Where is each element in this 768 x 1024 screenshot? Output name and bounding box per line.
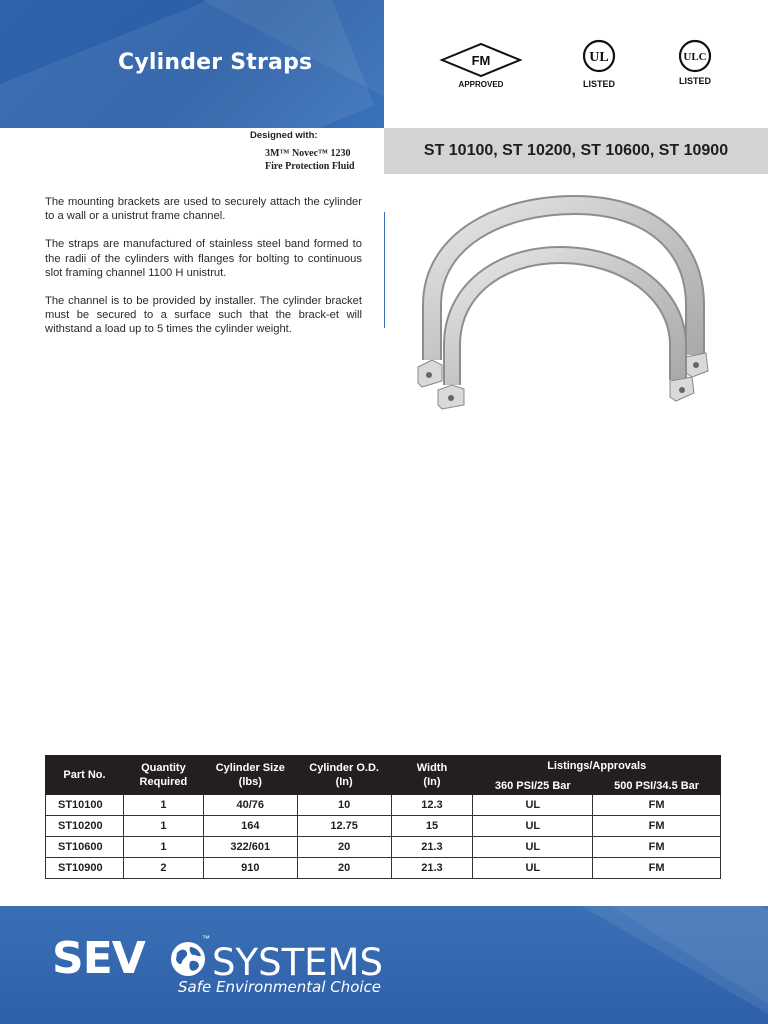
designed-with-agent: 3M™ Novec™ 1230 — [265, 148, 351, 159]
header-quantity — [123, 756, 203, 795]
footer-band — [0, 906, 768, 1024]
brand-trademark: ™ — [202, 934, 210, 943]
cell-quantity: 1 — [123, 837, 203, 858]
cell-cylinder-od: 12.75 — [297, 816, 391, 837]
cell-part-no: ST10200 — [46, 816, 124, 837]
header-quantity-line2: Required — [139, 776, 188, 788]
cell-width: 15 — [391, 816, 473, 837]
header-quantity-line1: Quantity — [141, 762, 186, 774]
cell-cylinder-od: 20 — [297, 858, 391, 879]
ul-listed-logo — [577, 38, 621, 90]
description-paragraph: The mounting brackets are used to securely attach the cylinder to a wall or a unistrut frame channel. — [45, 196, 362, 223]
cell-cylinder-od: 20 — [297, 837, 391, 858]
header-width-line1: Width — [416, 762, 448, 774]
header-cylinder-od — [297, 756, 391, 795]
ulc-logo-sub: LISTED — [678, 76, 712, 86]
table-row — [46, 816, 721, 837]
cell-width: 12.3 — [391, 795, 473, 816]
description — [45, 195, 362, 351]
cell-500-psi: FM — [593, 858, 721, 879]
header-part-no: Part No. — [46, 756, 124, 795]
header-cylinder-size-line2: (lbs) — [238, 776, 262, 788]
header-cylinder-od-line2: (In) — [335, 776, 353, 788]
part-numbers-text: ST 10100, ST 10200, ST 10600, ST 10900 — [423, 142, 729, 159]
sevo-systems-logo — [52, 934, 392, 1004]
globe-icon — [168, 939, 208, 979]
cell-500-psi: FM — [593, 795, 721, 816]
designed-with-fluid: Fire Protection Fluid — [265, 161, 355, 172]
cell-part-no: ST10600 — [46, 837, 124, 858]
header-cylinder-od-line1: Cylinder O.D. — [309, 762, 379, 774]
header-500-psi: 500 PSI/34.5 Bar — [593, 777, 721, 795]
brand-tagline: Safe Environmental Choice — [178, 978, 382, 996]
table-row — [46, 837, 721, 858]
designed-with-block — [250, 130, 380, 173]
designed-with-label: Designed with: — [250, 130, 318, 141]
specification-table — [45, 755, 721, 879]
description-paragraph: The channel is to be provided by installer. The cylinder bracket must be secured to a surface such that the brack-et will withstand a load up to 5 times the cylinder weight. — [45, 295, 362, 336]
cell-cylinder-size: 164 — [203, 816, 297, 837]
description-paragraph: The straps are manufactured of stainless steel band formed to the radii of the cylinders with flanges for bolting to continuous slot framing channel 1100 H unistrut. — [45, 238, 362, 279]
cell-500-psi: FM — [593, 816, 721, 837]
header-cylinder-size-line1: Cylinder Size — [215, 762, 285, 774]
header-width — [391, 756, 473, 795]
fm-logo-text: FM — [471, 53, 491, 68]
cell-quantity: 1 — [123, 816, 203, 837]
brand-sev: SEV — [52, 933, 145, 984]
cell-cylinder-size: 322/601 — [203, 837, 297, 858]
ulc-listed-logo — [673, 38, 717, 90]
cell-cylinder-size: 910 — [203, 858, 297, 879]
table-row — [46, 795, 721, 816]
ul-logo-text: UL — [589, 50, 609, 65]
page-title: Cylinder Straps — [118, 50, 313, 75]
cell-quantity: 2 — [123, 858, 203, 879]
fm-approved-logo — [438, 38, 524, 90]
ulc-logo-text: ULC — [683, 51, 707, 63]
table-header-row — [46, 756, 721, 777]
cell-360-psi: UL — [473, 837, 593, 858]
cell-cylinder-od: 10 — [297, 795, 391, 816]
header-band — [0, 0, 384, 128]
cell-part-no: ST10900 — [46, 858, 124, 879]
cell-part-no: ST10100 — [46, 795, 124, 816]
table-row — [46, 858, 721, 879]
ul-logo-sub: LISTED — [582, 79, 616, 89]
cell-360-psi: UL — [473, 795, 593, 816]
cylinder-strap-image — [410, 195, 715, 415]
cell-360-psi: UL — [473, 816, 593, 837]
cell-cylinder-size: 40/76 — [203, 795, 297, 816]
cell-500-psi: FM — [593, 837, 721, 858]
header-listings: Listings/Approvals — [473, 756, 721, 777]
cell-width: 21.3 — [391, 858, 473, 879]
brand-systems: SYSTEMS — [212, 941, 383, 984]
header-cylinder-size — [203, 756, 297, 795]
header-360-psi: 360 PSI/25 Bar — [473, 777, 593, 795]
cell-width: 21.3 — [391, 837, 473, 858]
header-width-line2: (In) — [423, 776, 441, 788]
cell-quantity: 1 — [123, 795, 203, 816]
cell-360-psi: UL — [473, 858, 593, 879]
part-numbers-banner — [384, 128, 768, 174]
fm-logo-sub: APPROVED — [458, 80, 504, 89]
vertical-divider — [384, 212, 385, 328]
